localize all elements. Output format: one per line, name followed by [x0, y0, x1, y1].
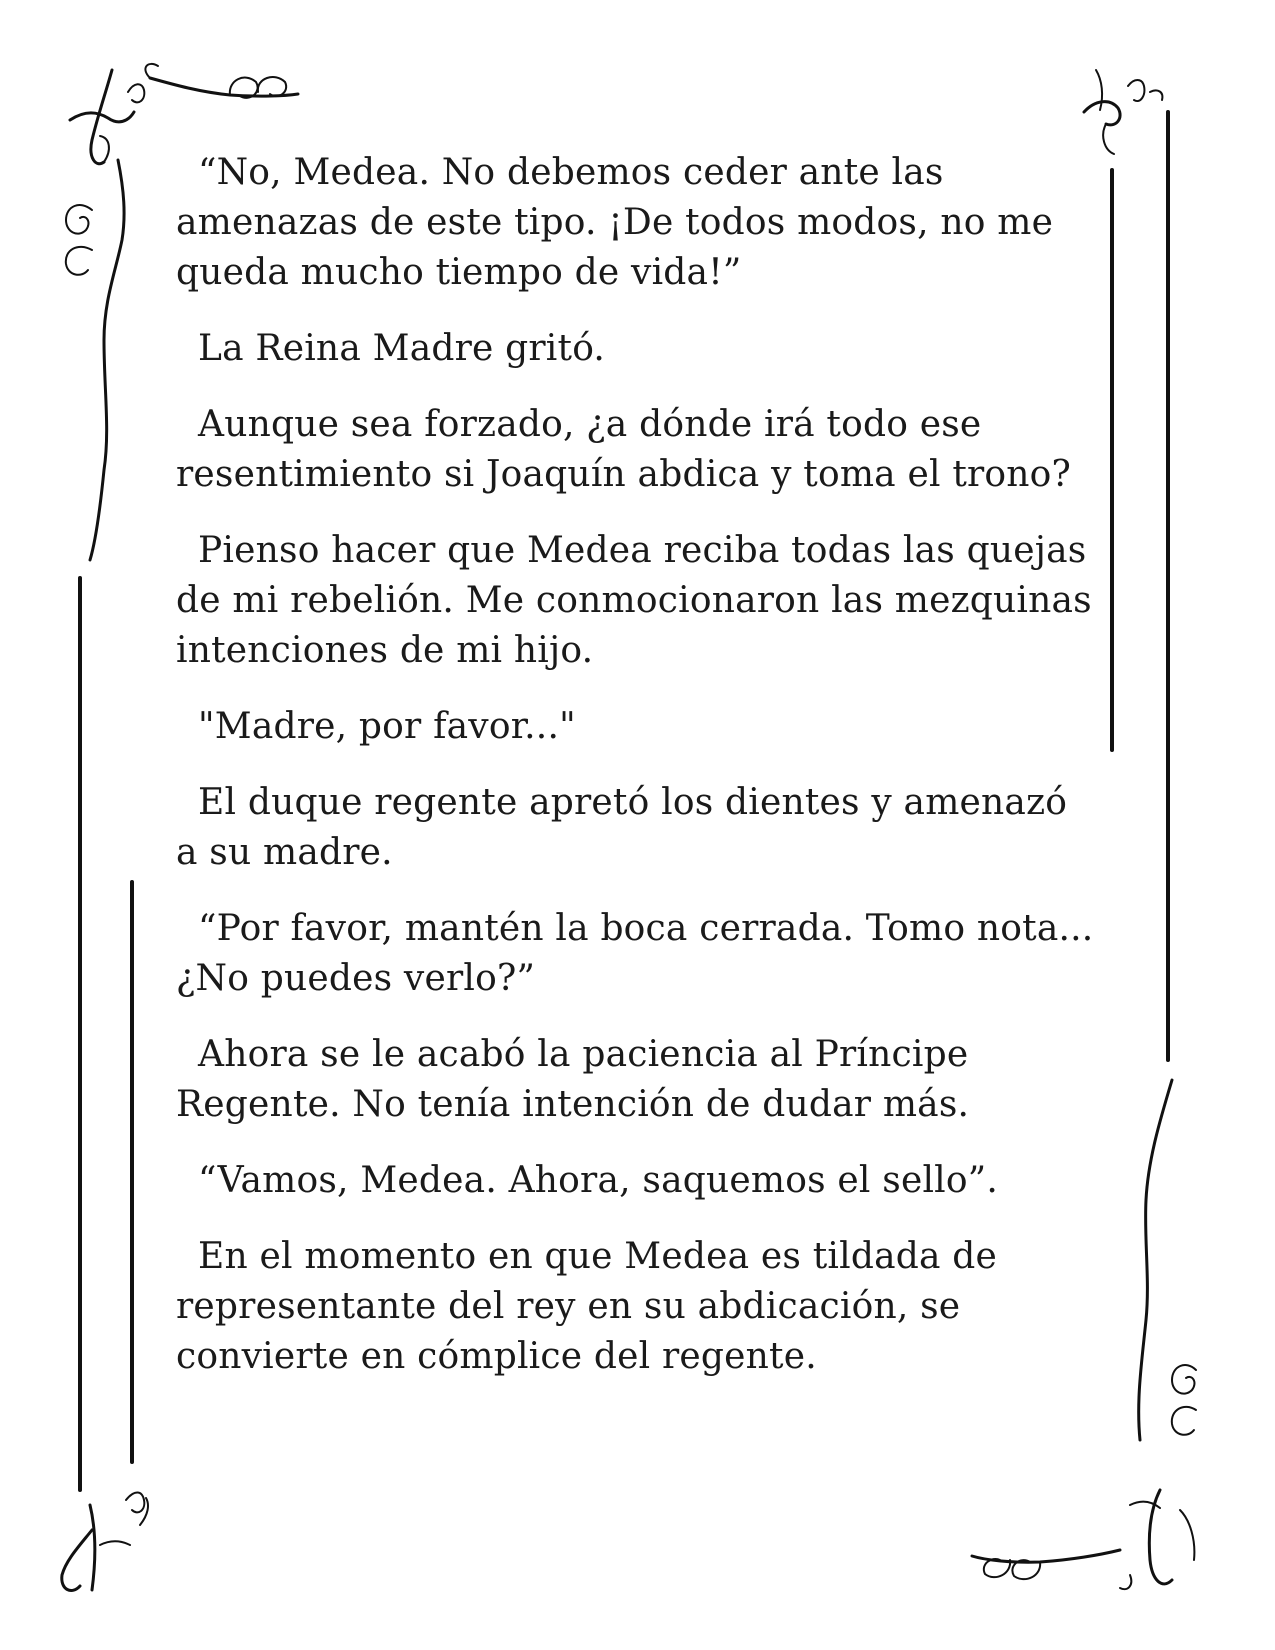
- paragraph: Ahora se le acabó la paciencia al Príncipe Regente. No tenía intención de dudar más.: [176, 1034, 970, 1125]
- body-text: [176, 148, 1096, 1408]
- paragraph: Aunque sea forzado, ¿a dónde irá todo ese resentimiento si Joaquín abdica y toma el trono?: [176, 404, 1072, 495]
- paragraph: El duque regente apretó los dientes y amenazó a su madre.: [176, 782, 1068, 873]
- paragraph: Pienso hacer que Medea reciba todas las quejas de mi rebelión. Me conmocionaron las mezquinas intenciones de mi hijo.: [176, 530, 1092, 671]
- paragraph: En el momento en que Medea es tildada de representante del rey en su abdicación, se convierte en cómplice del regente.: [176, 1236, 998, 1377]
- paragraph: “No, Medea. No debemos ceder ante las amenazas de este tipo. ¡De todos modos, no me queda mucho tiempo de vida!”: [176, 152, 1054, 293]
- paragraph: “Por favor, mantén la boca cerrada. Tomo nota... ¿No puedes verlo?”: [176, 908, 1094, 999]
- bottom-left-flourish-ornament: [62, 1493, 148, 1591]
- paragraph: “Vamos, Medea. Ahora, saquemos el sello”.: [198, 1160, 999, 1201]
- paragraph: "Madre, por favor...": [198, 706, 576, 747]
- top-right-flourish-ornament: [1084, 70, 1162, 154]
- paragraph: La Reina Madre gritó.: [198, 328, 606, 369]
